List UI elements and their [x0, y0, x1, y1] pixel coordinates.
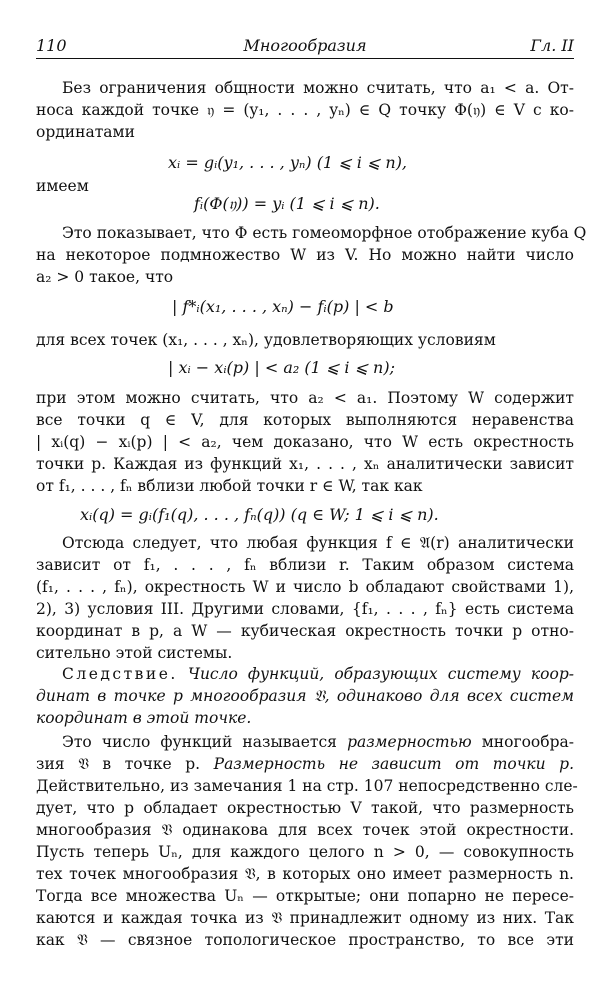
text-line: a₂ > 0 такое, что: [36, 268, 174, 286]
corollary-label: Следствие.: [62, 665, 178, 683]
text-line: координат в p, а W — кубическая окрестность точки p отно-: [36, 622, 574, 640]
text-line: точки p. Каждая из функций x₁, . . . , xₙ аналитически зависит: [36, 455, 574, 473]
running-header: [36, 28, 574, 59]
display-formula: xᵢ = gᵢ(y₁, . . . , yₙ) (1 ⩽ i ⩽ n),: [168, 153, 408, 172]
text-line: от f₁, . . . , fₙ вблизи любой точки r ∈ W, так как: [36, 477, 423, 495]
text-line: все точки q ∈ V, для которых выполняются неравенства: [36, 411, 574, 429]
text-line: 2), 3) условия III. Другими словами, {f₁, . . . , fₙ} есть система: [36, 600, 574, 618]
text-line: носа каждой точке 𝔶 = (y₁, . . . , yₙ) ∈ Q точку Φ(𝔶) ∈ V с ко-: [36, 101, 574, 119]
corollary-text: динат в точке p многообразия 𝔙, одинаково для всех систем: [36, 687, 574, 705]
text-line: имеем: [36, 177, 89, 195]
text-line: ординатами: [36, 123, 135, 141]
text-line: многообразия 𝔙 одинакова для всех точек этой окрестности.: [36, 821, 574, 839]
text-line: на некоторое подмножество W из V. Но можно найти число: [36, 246, 574, 264]
text-line: дует, что p обладает окрестностью V такой, что размерность: [36, 799, 574, 817]
display-formula: xᵢ(q) = gᵢ(f₁(q), . . . , fₙ(q)) (q ∈ W; 1 ⩽ i ⩽ n).: [80, 505, 439, 524]
text-line: Без ограничения общности можно считать, что a₁ < a. От-: [62, 79, 574, 97]
term-dimension: размерностью: [347, 733, 472, 751]
text-line: сительно этой системы.: [36, 644, 233, 662]
text-line: Это число функций называется размерностью многообра-: [62, 733, 574, 751]
text-line: Действительно, из замечания 1 на стр. 107 непосредственно сле-: [36, 777, 578, 795]
text-line: | xᵢ(q) − xᵢ(p) | < a₂, чем доказано, что W есть окрестность: [36, 433, 574, 451]
display-formula: | f*ᵢ(x₁, . . . , xₙ) − fᵢ(p) | < b: [172, 297, 394, 316]
corollary-text: координат в этой точке.: [36, 709, 252, 727]
text-line: Это показывает, что Φ есть гомеоморфное отображение куба Q: [62, 224, 587, 242]
text-line: Отсюда следует, что любая функция f ∈ 𝔄(r) аналитически: [62, 534, 574, 552]
text-line: Пусть теперь Uₙ, для каждого целого n > 0, — совокупность: [36, 843, 574, 861]
text-line: зия 𝔙 в точке p. Размерность не зависит от точки p.: [36, 755, 574, 773]
text-line: тех точек многообразия 𝔙, в которых оно имеет размерность n.: [36, 865, 574, 883]
chapter-label: Гл. II: [530, 36, 574, 55]
statement-dimension: Размерность не зависит от точки p.: [213, 755, 574, 773]
text-line: как 𝔙 — связное топологическое пространство, то все эти: [36, 931, 574, 949]
text-line: зависит от f₁, . . . , fₙ вблизи r. Таким образом система: [36, 556, 574, 574]
text-line: Тогда все множества Uₙ — открытые; они попарно не пересе-: [36, 887, 574, 905]
corollary-text: Число функций, образующих систему коор-: [187, 665, 574, 683]
text-line: при этом можно считать, что a₂ < a₁. Поэтому W содержит: [36, 389, 574, 407]
page-number: 110: [36, 36, 67, 55]
display-formula: | xᵢ − xᵢ(p) | < a₂ (1 ⩽ i ⩽ n);: [168, 358, 395, 377]
display-formula: fᵢ(Φ(𝔶)) = yᵢ (1 ⩽ i ⩽ n).: [194, 194, 380, 213]
running-title: Многообразия: [243, 36, 367, 55]
text-line: (f₁, . . . , fₙ), окрестность W и число b обладают свойствами 1),: [36, 578, 574, 596]
corollary-line: [62, 663, 574, 685]
text-line: для всех точек (x₁, . . . , xₙ), удовлетворяющих условиям: [36, 331, 496, 349]
text-line: каются и каждая точка из 𝔙 принадлежит одному из них. Так: [36, 909, 574, 927]
